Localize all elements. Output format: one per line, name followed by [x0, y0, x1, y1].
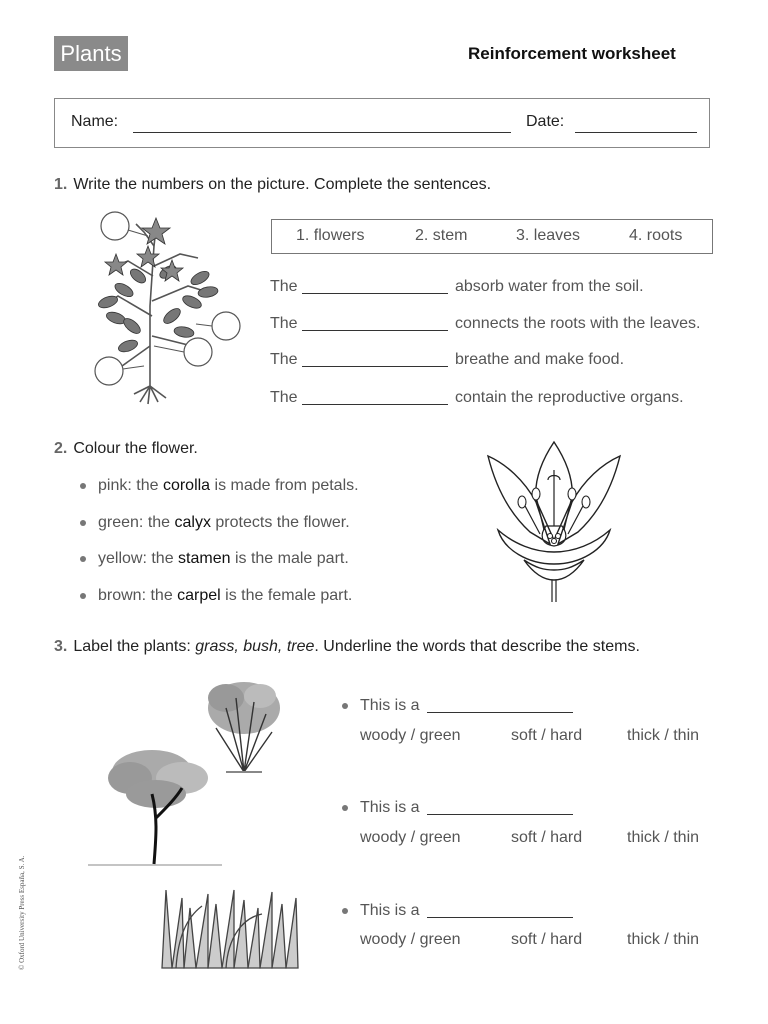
part-term: calyx: [174, 514, 211, 531]
option-thick-thin[interactable]: thick / thin: [627, 727, 700, 744]
label-prompt: This is a: [360, 902, 420, 919]
bullet-dot: [80, 483, 86, 489]
plant-diagram: [88, 206, 248, 406]
label-prompt: This is a: [360, 799, 420, 816]
option-thick-thin[interactable]: thick / thin: [627, 931, 700, 948]
plant-label-row: [342, 799, 420, 817]
bullet-dot: [342, 805, 348, 811]
grass-image: [162, 890, 298, 968]
question-2: [54, 440, 198, 458]
colour-instruction: [80, 587, 352, 605]
word-bank-item: 3. leaves: [516, 227, 581, 244]
sentence-post: contain the reproductive organs.: [455, 389, 684, 406]
sentence-pre: The: [270, 351, 298, 368]
question-2-number: 2.: [54, 440, 68, 457]
flower-diagram[interactable]: [484, 440, 624, 604]
question-1: [54, 176, 491, 194]
date-field[interactable]: [575, 132, 697, 133]
sentence-blank[interactable]: [302, 293, 448, 294]
topic-tag: Plants: [54, 36, 128, 71]
question-3-text-end: . Underline the words that describe the stems.: [314, 638, 640, 655]
plants-picture: [86, 668, 310, 974]
question-1-number: 1.: [54, 176, 68, 193]
colour-instruction: [80, 550, 349, 568]
sentence-post: connects the roots with the leaves.: [455, 315, 701, 332]
question-3-text: Label the plants:: [73, 638, 196, 655]
sentence-blank[interactable]: [302, 404, 448, 405]
question-2-text: Colour the flower.: [73, 440, 198, 457]
option-soft-hard[interactable]: soft / hard: [511, 829, 583, 846]
option-soft-hard[interactable]: soft / hard: [511, 931, 583, 948]
word-bank-item: 2. stem: [415, 227, 468, 244]
instruction-text: is the female part.: [220, 587, 353, 604]
option-thick-thin[interactable]: thick / thin: [627, 829, 700, 846]
plant-label-row: [342, 902, 420, 920]
sentence-pre: The: [270, 315, 298, 332]
instruction-text: pink: the: [98, 477, 163, 494]
part-term: stamen: [178, 550, 231, 567]
bush-image: [208, 682, 280, 772]
option-soft-hard[interactable]: soft / hard: [511, 727, 583, 744]
part-term: carpel: [177, 587, 221, 604]
colour-instruction: [80, 477, 359, 495]
colour-instruction: [80, 514, 350, 532]
date-label: Date:: [526, 113, 565, 130]
instruction-text: protects the flower.: [210, 514, 350, 531]
instruction-text: green: the: [98, 514, 175, 531]
plant-label-blank[interactable]: [427, 814, 573, 815]
sentence-pre: The: [270, 389, 298, 406]
bullet-dot: [342, 908, 348, 914]
word-bank-item: 1. flowers: [296, 227, 365, 244]
plant-label-row: [342, 697, 420, 715]
sentence-pre: The: [270, 278, 298, 295]
word-bank: [271, 219, 713, 254]
sentence-post: breathe and make food.: [455, 351, 625, 368]
name-date-box: [54, 98, 710, 148]
sentence-blank[interactable]: [302, 366, 448, 367]
bullet-dot: [80, 593, 86, 599]
instruction-text: yellow: the: [98, 550, 179, 567]
option-woody-green[interactable]: woody / green: [360, 829, 461, 846]
bullet-dot: [342, 703, 348, 709]
instruction-text: brown: the: [98, 587, 178, 604]
tree-image: [88, 750, 222, 865]
option-woody-green[interactable]: woody / green: [360, 931, 461, 948]
name-field[interactable]: [133, 132, 511, 133]
question-1-text: Write the numbers on the picture. Complete the sentences.: [73, 176, 492, 193]
plant-label-blank[interactable]: [427, 712, 573, 713]
sentence-blank[interactable]: [302, 330, 448, 331]
question-3-italic: grass, bush, tree: [195, 638, 315, 655]
bullet-dot: [80, 556, 86, 562]
option-woody-green[interactable]: woody / green: [360, 727, 461, 744]
word-bank-item: 4. roots: [629, 227, 683, 244]
name-label: Name:: [71, 113, 119, 130]
part-term: corolla: [162, 477, 211, 494]
instruction-text: is the male part.: [230, 550, 349, 567]
copyright-notice: © Oxford University Press España, S. A.: [18, 855, 26, 970]
instruction-text: is made from petals.: [210, 477, 359, 494]
bullet-dot: [80, 520, 86, 526]
sentence-post: absorb water from the soil.: [455, 278, 644, 295]
question-3-number: 3.: [54, 638, 68, 655]
label-prompt: This is a: [360, 697, 420, 714]
worksheet-title: Reinforcement worksheet: [468, 44, 676, 63]
plant-label-blank[interactable]: [427, 917, 573, 918]
question-3: [54, 638, 640, 656]
